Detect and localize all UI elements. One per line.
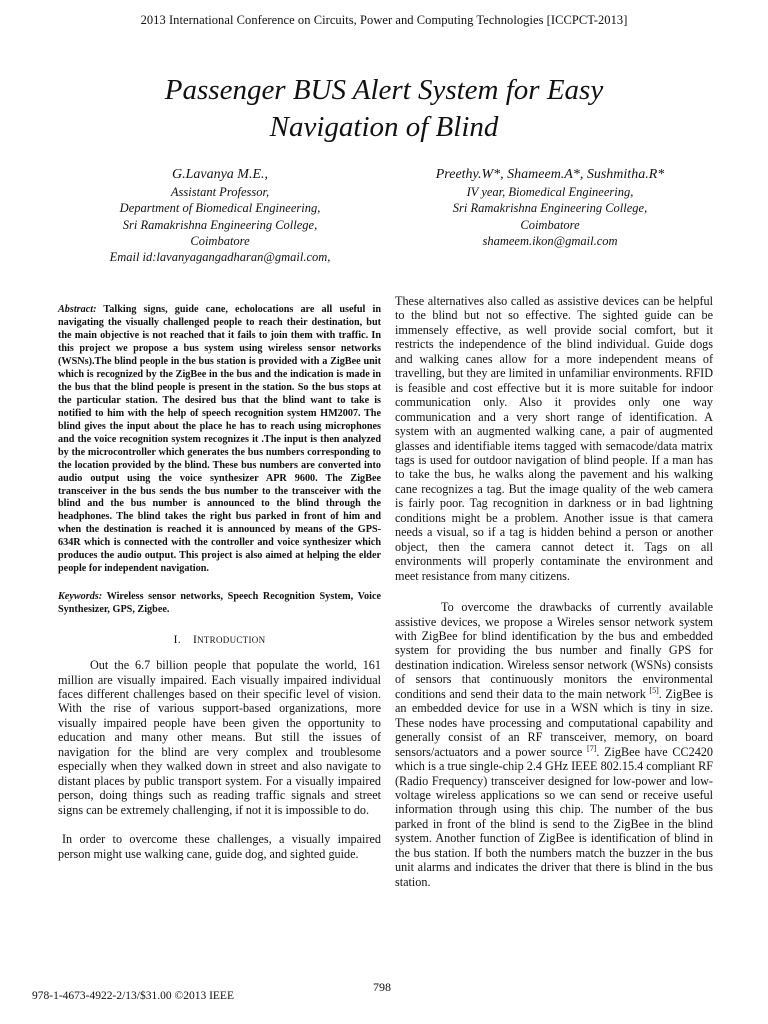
abstract: [58, 304, 381, 576]
author-college: Sri Ramakrishna Engineering College,: [122, 217, 318, 232]
section-number: I.: [173, 634, 181, 647]
right-paragraph-1: These alternatives also called as assistive devices can be helpful to the blind but not so effective. The sighted guide can be immensely effective, as well provide social comfort, but it restricts the independence of the blind individual. Guide dogs and walking canes allow for a more independent means of travelling, but they are limited in unfamiliar environments. RFID is feasible and cost effective but it is more suitable for indoor communication only. Also it provides only one way communication and a very short range of identification. A system with an augmented walking cane, a pair of augmented glasses and identifiable items tagged with semacode/data matrix tags is used for outdoor navigation of blind people. If a man has to take the bus, he walks along the pavement and his walking cane recognizes a tag. But the image quality of the web camera is fairly poor. Tag recognition in darkness or in bad lightning conditions might be a problem. Another issue is that camera needs a visual, so if a tag is hidden behind a person or another object, then the camera cannot detect it. Tags on all environments will properly contaminate the environment and meet resistance from many citizens.: [395, 294, 713, 583]
author-city: Coimbatore: [520, 217, 580, 232]
author-department: Department of Biomedical Engineering,: [119, 201, 321, 216]
keywords: [58, 591, 381, 617]
paper-title: [60, 72, 708, 146]
abstract-text: Talking signs, guide cane, echolocations are all useful in navigating the visually challenged people to reach their destination, but the main objective is not reached that it fails to join them with traffic. In this project we propose a bus system using wireless sensor networks (WSNs).The blind people in the bus station is provided with a ZigBee unit which is recognized by the ZigBee in the bus and the indication is made in the bus that the blind people is present in the station. So the bus stops at the particular station. The desired bus that the blind want to take is notified to him with the help of speech recognition system HM2007. The blind gives the input about the place he has to reach using microphones and the voice recognition system recognizes it .The input is then analyzed by the microcontroller which generates the bus numbers corresponding to the location provided by the blind. These bus numbers are converted into audio output using the voice synthesizer APR 9600. The ZigBee transceiver in the bus sends the bus number to the transceiver with the blind and the bus number is announced to the blind through the headphones. The blind takes the right bus parked in front of him and when the destination is reached it is announced by means of the GPS-634R which is connected with the controller and voice synthesizer which produces the audio output. This project is also aimed at helping the elder people for independent navigation.: [58, 304, 381, 575]
copyright-footer: 978-1-4673-4922-2/13/$31.00 ©2013 IEEE: [32, 990, 234, 1002]
author-block-left: [60, 166, 380, 265]
right-paragraph-2: [395, 600, 713, 889]
author-names: Preethy.W*, Shameem.A*, Sushmitha.R*: [435, 167, 665, 182]
right-column: [395, 294, 713, 889]
author-city: Coimbatore: [190, 233, 250, 248]
conference-header: 2013 International Conference on Circuits, Power and Computing Technologies [ICCPCT-2013]: [140, 13, 628, 27]
citation-ref: [7]: [587, 743, 597, 753]
title-line-1: Passenger BUS Alert System for Easy: [164, 74, 604, 106]
abstract-label: Abstract:: [58, 304, 97, 316]
keywords-text: Wireless sensor networks, Speech Recognition System, Voice Synthesizer, GPS, Zigbee.: [58, 591, 381, 616]
citation-ref: [5]: [649, 685, 659, 695]
author-college: Sri Ramakrishna Engineering College,: [452, 201, 648, 216]
author-role: IV year, Biomedical Engineering,: [466, 185, 634, 199]
keywords-label: Keywords:: [58, 591, 103, 603]
author-email: Email id:lavanyagangadharan@gmail.com,: [109, 250, 331, 265]
section-title-rest: NTRODUCTION: [197, 635, 266, 646]
intro-paragraph-1: Out the 6.7 billion people that populate the world, 161 million are visually impaired. Each visually impaired individual faces different challenges based on their specific level of vision. With the rise of various support-based organizations, more visually impaired people have been given the opportunity to education and many other means. But still the issues of navigation for the blind are very complex and troublesome especially when they walked down in street and also navigate to distant places by public transport system. For a visually impaired person, doing things such as reading traffic signals and street signs can be extremely challenging, if not it is impossible to do.: [58, 658, 381, 817]
section-title-initial: I: [192, 634, 198, 647]
left-column: [58, 294, 381, 861]
page-number: 798: [373, 980, 391, 994]
paragraph-text: To overcome the drawbacks of currently available assistive devices, we propose a Wireles sensor network system with ZigBee for blind identification by the bus and embedded system for providing the bus number and finally GPS for destination indication. Wireless sensor network (WSNs) consists of sensors that continuously monitors the environmental conditions and send their data to the main network: [395, 600, 713, 701]
author-block-right: [380, 166, 720, 249]
title-line-2: Navigation of Blind: [269, 111, 499, 143]
author-role: Assistant Professor,: [170, 185, 270, 199]
paragraph-text: . ZigBee have CC2420 which is a true single-chip 2.4 GHz IEEE 802.15.4 compliant RF (Radio Frequency) transceiver designed for low-power and low-voltage wireless applications so we can send or receive useful information through using this chip. The number of the bus parked in front of the blind is send to the ZigBee in the blind system. Another function of ZigBee is identification of blind in the bus station. If both the numbers match the buzzer in the bus unit alarms and indicates the driver that there is blind in the bus station.: [395, 744, 714, 889]
section-heading-introduction: [58, 634, 381, 646]
author-email: shameem.ikon@gmail.com: [482, 233, 618, 248]
intro-paragraph-2: In order to overcome these challenges, a visually impaired person might use walking cane, guide dog, and sighted guide.: [58, 832, 381, 861]
paragraph-text: . ZigBee is an embedded device for use in a WSN which is tiny in size. These nodes have processing and computational capability and generally consist of an RF transceiver, memory, on board sensors/actuators and a power source: [395, 686, 713, 759]
author-name: G.Lavanya M.E.,: [171, 167, 269, 182]
